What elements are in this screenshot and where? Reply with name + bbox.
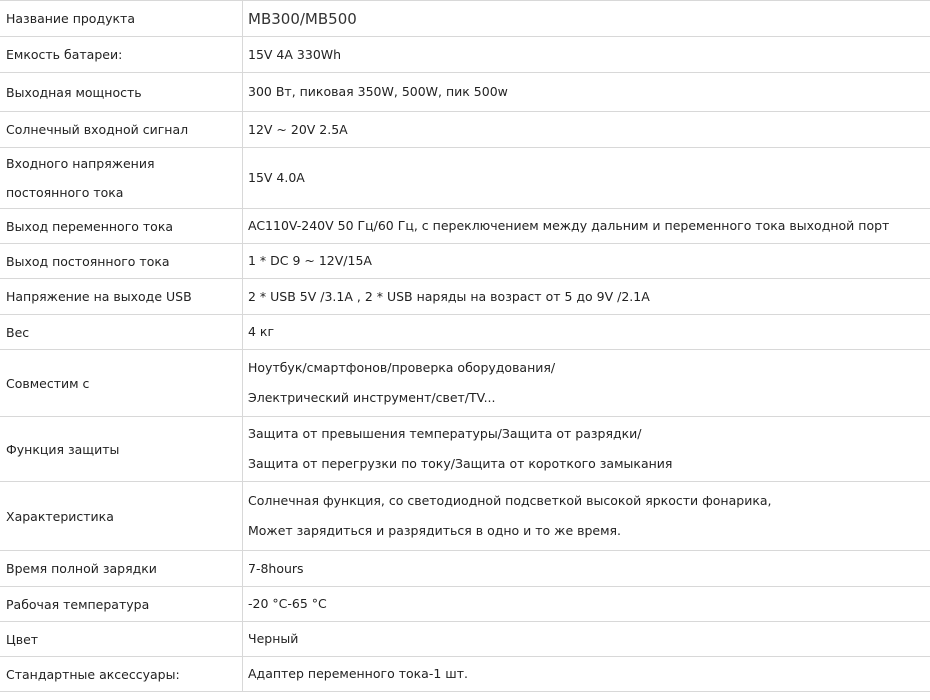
- spec-table-body: [0, 1, 930, 692]
- spec-value-line: 4 кг: [248, 324, 275, 339]
- spec-value-line: AC110V-240V 50 Гц/60 Гц, с переключением между дальним и переменного тока выходной порт: [248, 218, 890, 233]
- spec-label-line: Солнечный входной сигнал: [6, 122, 189, 137]
- spec-value: [243, 244, 930, 279]
- spec-value: [243, 1, 930, 37]
- spec-label-line: Цвет: [6, 631, 39, 647]
- spec-value-line: Ноутбук/смартфонов/проверка оборудования/: [248, 360, 556, 375]
- spec-value: [243, 587, 930, 622]
- spec-label: [0, 622, 243, 657]
- spec-value-line: 12V ~ 20V 2.5A: [248, 121, 348, 137]
- spec-row-compatible-with: [0, 350, 930, 417]
- spec-value-line: 1 * DC 9 ~ 12V/15A: [248, 253, 372, 268]
- spec-label-line: Выходная мощность: [6, 84, 142, 100]
- spec-value: [243, 209, 930, 244]
- spec-row-charge-time: [0, 551, 930, 587]
- spec-row-solar-input: [0, 112, 930, 148]
- spec-value: [243, 112, 930, 148]
- spec-value-line: Электрический инструмент/свет/TV...: [248, 390, 496, 405]
- spec-label-line: Совместим с: [6, 375, 90, 391]
- spec-label: [0, 112, 243, 148]
- spec-value: [243, 417, 930, 482]
- spec-value-line: Адаптер переменного тока-1 шт.: [248, 666, 468, 681]
- spec-label-line: Название продукта: [6, 11, 135, 26]
- spec-value: [243, 482, 930, 551]
- spec-row-operating-temperature: [0, 587, 930, 622]
- spec-label: [0, 315, 243, 350]
- spec-value-line: 15V 4.0A: [248, 170, 305, 185]
- spec-row-weight: [0, 315, 930, 350]
- spec-label-line: Выход переменного тока: [6, 218, 174, 234]
- spec-label-line: Емкость батареи:: [6, 47, 123, 62]
- spec-value: [243, 350, 930, 417]
- spec-value-line: 15V 4A 330Wh: [248, 46, 342, 62]
- spec-label: [0, 551, 243, 587]
- spec-value: [243, 657, 930, 692]
- spec-label-line: Характеристика: [6, 508, 114, 524]
- spec-label: [0, 417, 243, 482]
- spec-value: [243, 315, 930, 350]
- spec-value-line: Защита от превышения температуры/Защита от разрядки/: [248, 426, 642, 441]
- spec-label: [0, 37, 243, 73]
- spec-value-line: 7-8hours: [248, 560, 304, 576]
- spec-row-usb-output: [0, 279, 930, 315]
- spec-row-ac-output: [0, 209, 930, 244]
- spec-value-line: Защита от перегрузки по току/Защита от короткого замыкания: [248, 456, 673, 471]
- spec-label: [0, 244, 243, 279]
- spec-value-line: 2 * USB 5V /3.1A , 2 * USB наряды на возраст от 5 до 9V /2.1A: [248, 288, 650, 304]
- spec-value-line: 300 Вт, пиковая 350W, 500W, пик 500w: [248, 84, 508, 99]
- spec-label-line: постоянного тока: [6, 185, 124, 200]
- spec-value: [243, 622, 930, 657]
- spec-label: [0, 209, 243, 244]
- spec-label: [0, 279, 243, 315]
- spec-row-characteristics: [0, 482, 930, 551]
- spec-value: [243, 279, 930, 315]
- spec-value: [243, 73, 930, 112]
- spec-row-dc-output: [0, 244, 930, 279]
- spec-row-protection: [0, 417, 930, 482]
- spec-label-line: Входного напряжения: [6, 156, 155, 171]
- spec-value-line: MB300/MB500: [248, 9, 357, 28]
- spec-value-line: Может зарядиться и разрядиться в одно и то же время.: [248, 523, 622, 538]
- spec-label-line: Стандартные аксессуары:: [6, 666, 180, 682]
- spec-row-battery-capacity: [0, 37, 930, 73]
- spec-label-line: Рабочая температура: [6, 596, 150, 612]
- spec-row-product-name: [0, 1, 930, 37]
- spec-row-dc-input-voltage: [0, 148, 930, 209]
- spec-value: [243, 551, 930, 587]
- spec-label: [0, 482, 243, 551]
- spec-label: [0, 73, 243, 112]
- spec-value-line: Солнечная функция, со светодиодной подсветкой высокой яркости фонарика,: [248, 493, 772, 508]
- spec-label: [0, 657, 243, 692]
- spec-label-line: Выход постоянного тока: [6, 253, 170, 269]
- spec-row-standard-accessories: [0, 657, 930, 692]
- spec-value-line: Черный: [248, 631, 299, 646]
- spec-value: [243, 148, 930, 209]
- spec-label-line: Вес: [6, 324, 30, 340]
- spec-label-line: Время полной зарядки: [6, 561, 157, 576]
- spec-row-color: [0, 622, 930, 657]
- spec-label-line: Напряжение на выходе USB: [6, 289, 192, 304]
- spec-row-output-power: [0, 73, 930, 112]
- spec-value-line: -20 °C-65 °C: [248, 596, 327, 611]
- spec-label-line: Функция защиты: [6, 441, 120, 457]
- spec-label: [0, 148, 243, 209]
- spec-value: [243, 37, 930, 73]
- spec-label: [0, 587, 243, 622]
- spec-label: [0, 1, 243, 37]
- spec-label: [0, 350, 243, 417]
